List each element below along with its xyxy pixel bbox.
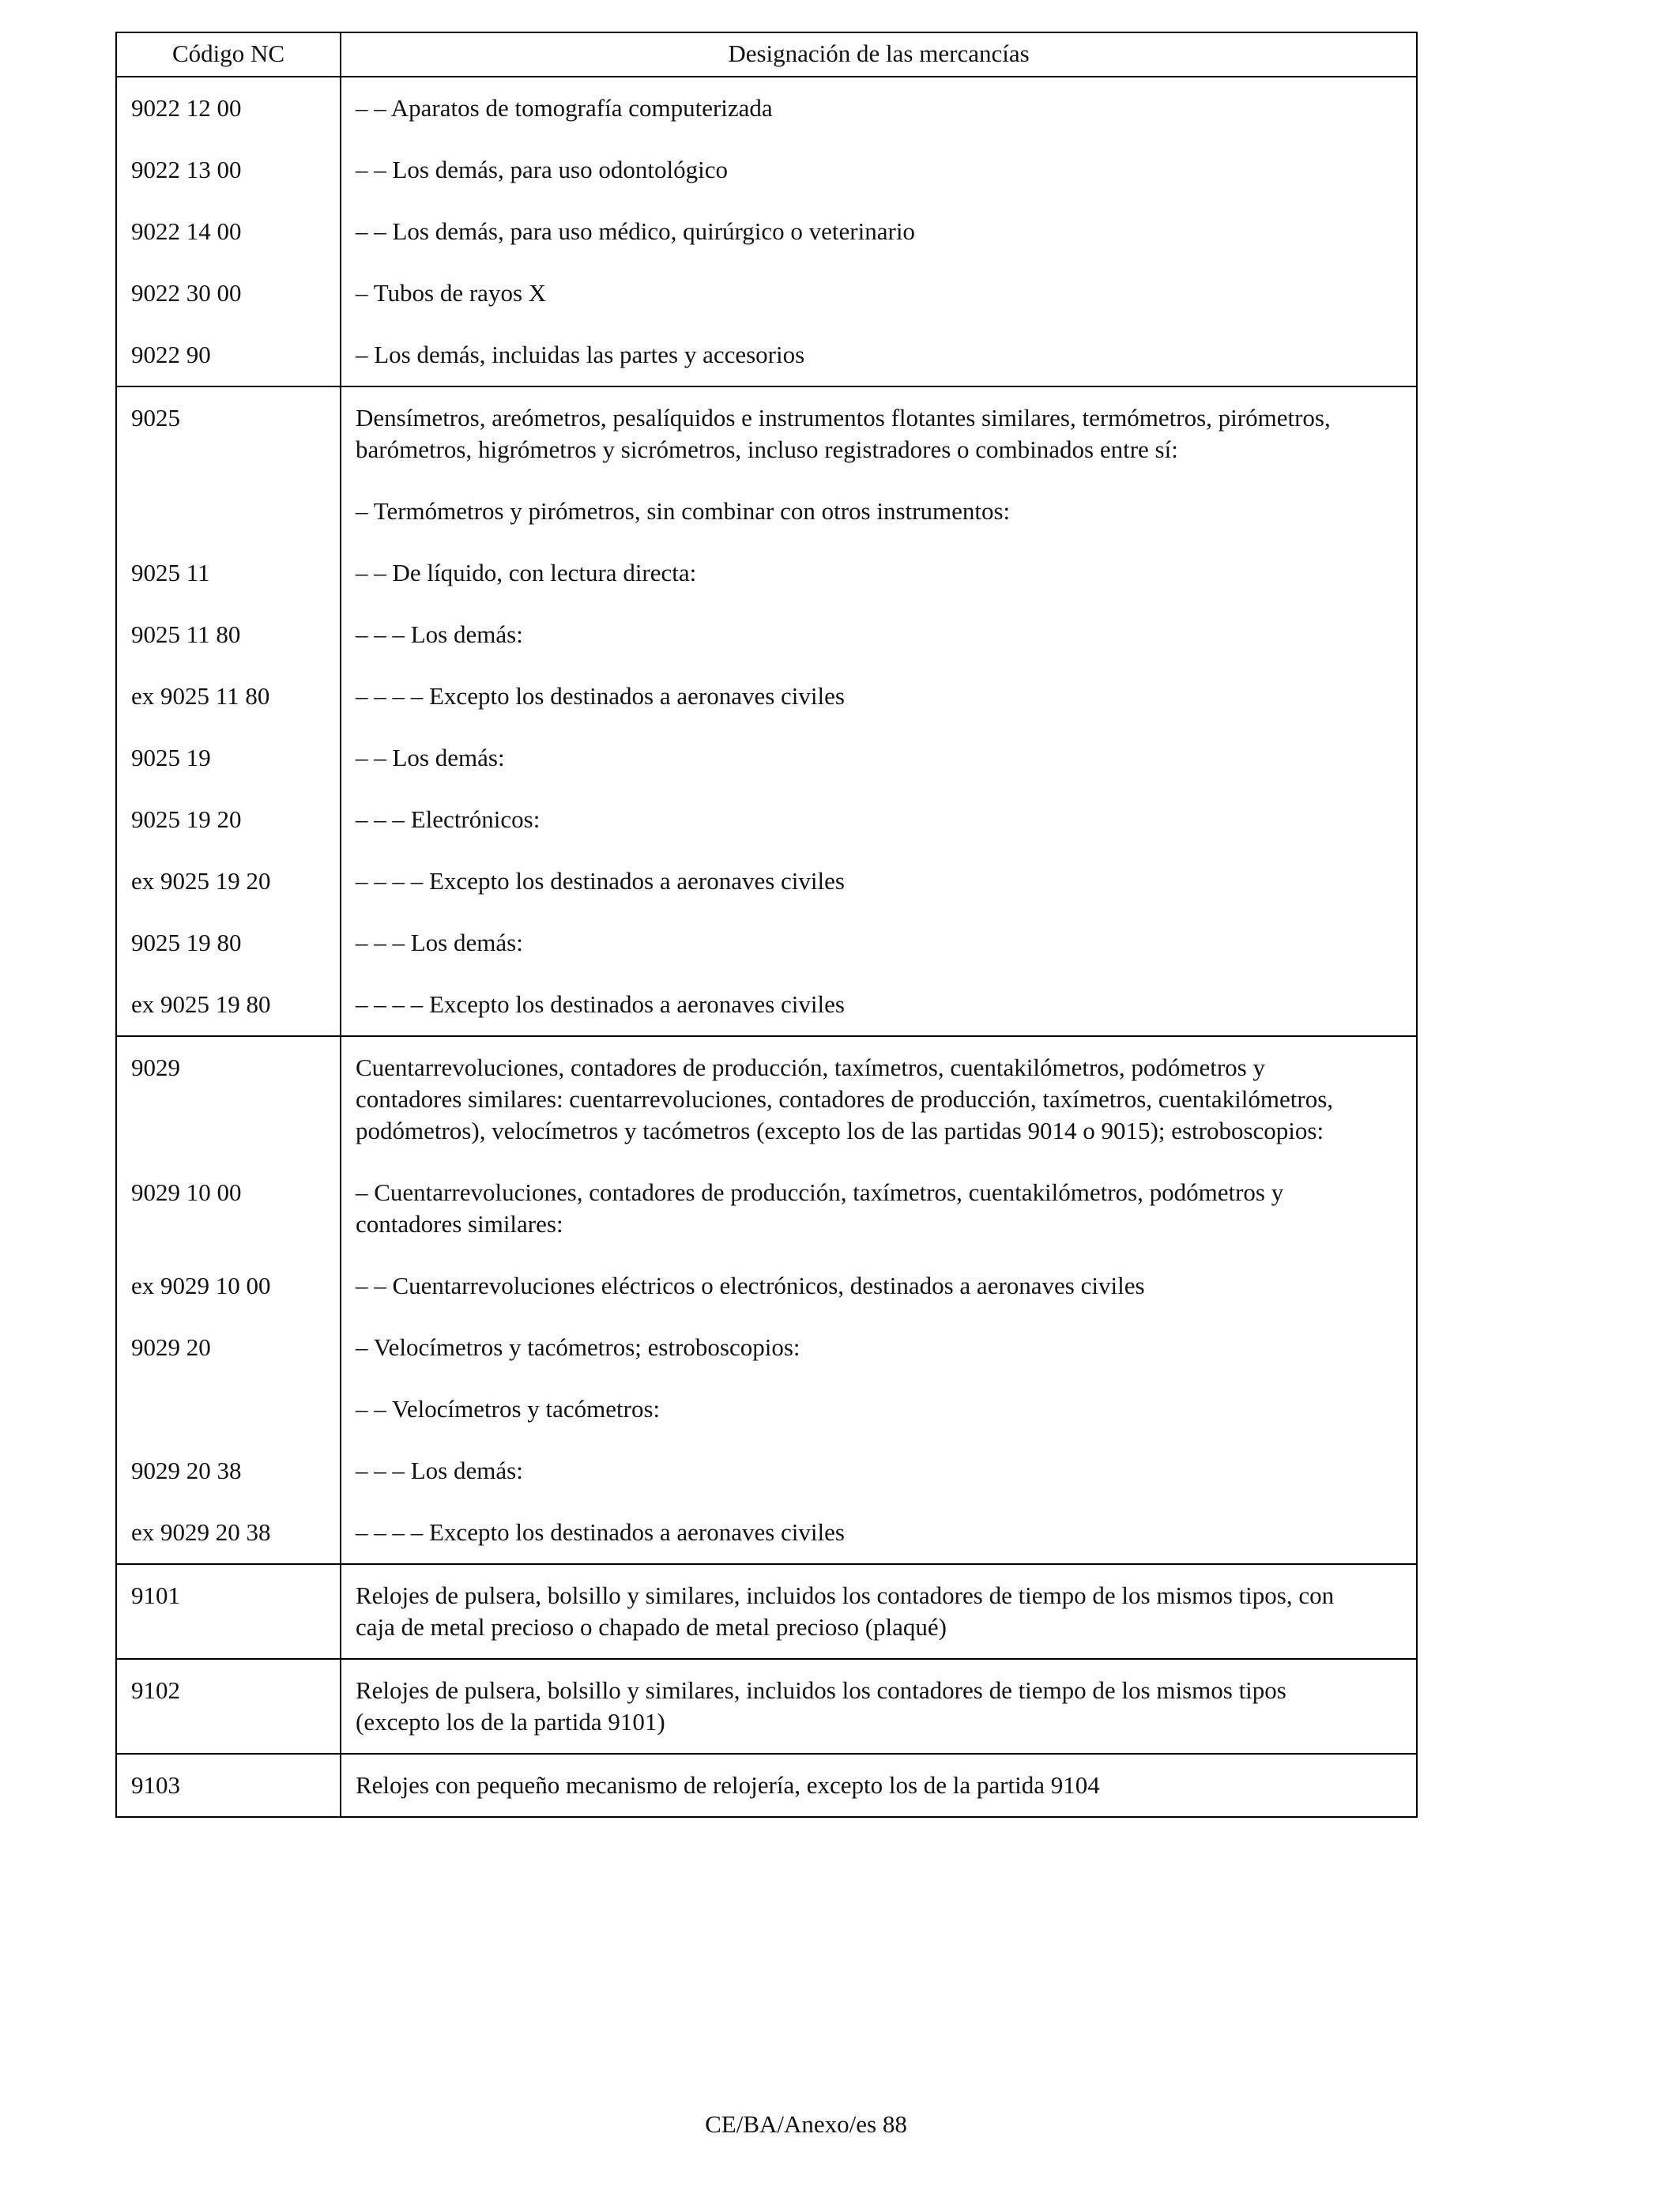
table-header [116,32,1417,77]
table-row [116,1440,1417,1502]
description-cell: Relojes de pulsera, bolsillo y similares, incluidos los contadores de tiempo de los mismos tipos, con caja de metal precioso o chapado de metal precioso (plaqué) [341,1564,1417,1659]
table-row [116,262,1417,324]
code-cell: 9103 [116,1754,341,1817]
description-cell: – – – Los demás: [356,620,523,648]
column-header-description: Designación de las mercancías [341,32,1417,77]
code-cell: 9101 [116,1564,341,1659]
code-cell: 9029 20 [116,1317,341,1378]
description-cell: Cuentarrevoluciones, contadores de producción, taxímetros, cuentakilómetros, podómetros y contadores similares: cuentarrevoluciones, contadores de producción, taxímetros, cuentakilómetros, podómetros), velocímetros y tacómetros (excepto los de las partidas 9014 o 9015); estroboscopios: [341,1036,1417,1162]
code-cell: 9025 19 80 [116,912,341,974]
tariff-table [115,32,1418,1818]
description-cell: – Tubos de rayos X [356,279,547,307]
code-cell: 9022 14 00 [116,201,341,262]
code-cell [116,1378,341,1440]
description-cell: – – Los demás, para uso odontológico [356,156,728,183]
description-cell: – – Aparatos de tomografía computerizada [341,77,1417,139]
code-cell: ex 9025 19 80 [116,974,341,1036]
table-row [116,1317,1417,1378]
table-row [116,1162,1417,1255]
description-cell: – Los demás, incluidas las partes y accesorios [356,341,805,368]
description-cell: – – Los demás: [356,744,505,771]
description-cell: – – – – Excepto los destinados a aeronaves civiles [356,682,845,710]
table-row [116,201,1417,262]
header-row [116,32,1417,77]
description-cell: – – – – Excepto los destinados a aeronaves civiles [356,867,845,895]
description-cell: Densímetros, areómetros, pesalíquidos e instrumentos flotantes similares, termómetros, pirómetros, barómetros, higrómetros y sicrómetros, incluso registradores o combinados entre sí: [341,386,1417,481]
code-cell: 9022 90 [116,324,341,386]
code-cell: ex 9029 20 38 [116,1502,341,1564]
table-body [116,77,1417,1817]
table-row [116,789,1417,850]
code-cell: 9029 10 00 [116,1162,341,1255]
table-row [116,77,1417,139]
table-row [116,727,1417,789]
code-cell: 9025 [116,386,341,481]
description-cell: – – De líquido, con lectura directa: [356,559,697,586]
table-row [116,1659,1417,1754]
code-cell: 9022 30 00 [116,262,341,324]
description-cell: – Velocímetros y tacómetros; estroboscopios: [356,1333,800,1361]
description-cell: – – Cuentarrevoluciones eléctricos o electrónicos, destinados a aeronaves civiles [356,1272,1145,1299]
code-cell: ex 9029 10 00 [116,1255,341,1317]
description-cell: – Termómetros y pirómetros, sin combinar con otros instrumentos: [356,497,1011,525]
page-footer: CE/BA/Anexo/es 88 [705,2110,907,2138]
table-row [116,850,1417,912]
table-row [116,1378,1417,1440]
description-cell: – – – Los demás: [356,1457,523,1484]
table-row [116,386,1417,481]
table-row [116,1255,1417,1317]
description-cell: – – Los demás, para uso médico, quirúrgico o veterinario [356,217,915,245]
code-cell [116,481,341,542]
description-cell: – – – – Excepto los destinados a aeronaves civiles [356,990,845,1018]
code-cell: ex 9025 19 20 [116,850,341,912]
table-row [116,324,1417,386]
table-row [116,1502,1417,1564]
table-row [116,665,1417,727]
description-cell: – – – Electrónicos: [356,805,541,833]
table-row [116,1754,1417,1817]
table-row [116,974,1417,1036]
code-cell: 9022 12 00 [116,77,341,139]
description-cell: – – – – Excepto los destinados a aeronaves civiles [356,1518,845,1546]
code-cell: 9029 20 38 [116,1440,341,1502]
table-row [116,604,1417,665]
description-cell: Relojes de pulsera, bolsillo y similares, incluidos los contadores de tiempo de los mismos tipos (excepto los de la partida 9101) [341,1659,1417,1754]
table-row [116,1036,1417,1162]
code-cell: 9025 11 80 [116,604,341,665]
description-cell: – Cuentarrevoluciones, contadores de producción, taxímetros, cuentakilómetros, podómetros y contadores similares: [356,1178,1284,1238]
description-cell: – – Velocímetros y tacómetros: [356,1395,661,1423]
code-cell: ex 9025 11 80 [116,665,341,727]
code-cell: 9029 [116,1036,341,1162]
table-row [116,139,1417,201]
table-row [116,912,1417,974]
code-cell: 9022 13 00 [116,139,341,201]
code-cell: 9102 [116,1659,341,1754]
code-cell: 9025 11 [116,542,341,604]
table-row [116,481,1417,542]
column-header-code: Código NC [116,32,341,77]
table-row [116,542,1417,604]
description-cell: Relojes con pequeño mecanismo de relojería, excepto los de la partida 9104 [341,1754,1417,1817]
table-row [116,1564,1417,1659]
code-cell: 9025 19 20 [116,789,341,850]
code-cell: 9025 19 [116,727,341,789]
description-cell: – – – Los demás: [356,929,523,956]
